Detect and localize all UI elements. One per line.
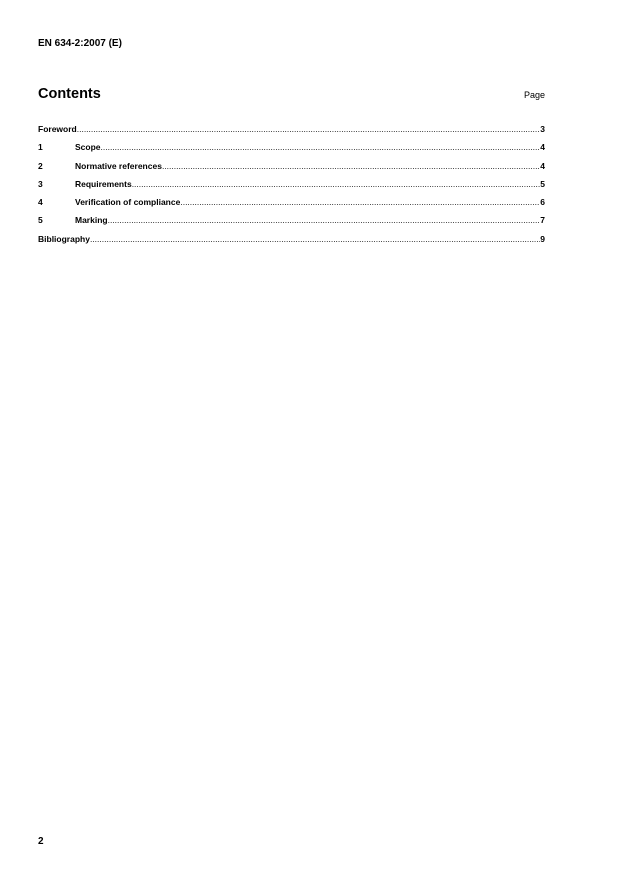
toc-entry-page: 5: [540, 178, 545, 189]
toc-entry-page: 3: [540, 124, 545, 134]
toc-entry-title: Requirements: [75, 178, 132, 189]
toc-dot-leader: [108, 215, 541, 225]
toc-dot-leader: [180, 197, 540, 207]
toc-entry-page: 7: [540, 215, 545, 226]
toc-dot-leader: [101, 142, 541, 152]
toc-entry-page: 4: [540, 142, 545, 153]
toc-dot-leader: [162, 161, 540, 171]
toc-dot-leader: [90, 234, 540, 244]
toc-entry-foreword[interactable]: [38, 124, 545, 142]
page-column-label: Page: [523, 90, 545, 100]
toc-entry-title: Marking: [75, 215, 108, 226]
toc-dot-leader: [77, 124, 541, 134]
toc-entry-number: 4: [38, 197, 43, 208]
toc-entry-marking[interactable]: [38, 215, 545, 233]
toc-entry-scope[interactable]: [38, 142, 545, 160]
toc-entry-verification-of-compliance[interactable]: [38, 197, 545, 215]
document-id-header: EN 634-2:2007 (E): [38, 38, 122, 49]
toc-entry-page: 6: [540, 197, 545, 208]
toc-entry-bibliography[interactable]: [38, 234, 545, 252]
toc-entry-normative-references[interactable]: [38, 161, 545, 179]
toc-entry-title: Scope: [75, 142, 101, 153]
toc-dot-leader: [132, 179, 541, 189]
contents-heading: Contents: [38, 86, 101, 102]
toc-entry-title: Bibliography: [38, 233, 90, 244]
toc-entry-number: 5: [38, 215, 43, 226]
page-number: 2: [38, 836, 44, 847]
toc-entry-page: 9: [540, 233, 545, 244]
toc-entry-number: 2: [38, 160, 43, 171]
table-of-contents: [38, 124, 545, 252]
toc-entry-requirements[interactable]: [38, 179, 545, 197]
toc-entry-title: Foreword: [38, 124, 77, 134]
toc-entry-title: Normative references: [75, 160, 162, 171]
toc-entry-title: Verification of compliance: [75, 197, 181, 208]
toc-entry-number: 1: [38, 142, 43, 153]
toc-entry-page: 4: [540, 160, 545, 171]
toc-entry-number: 3: [38, 178, 43, 189]
